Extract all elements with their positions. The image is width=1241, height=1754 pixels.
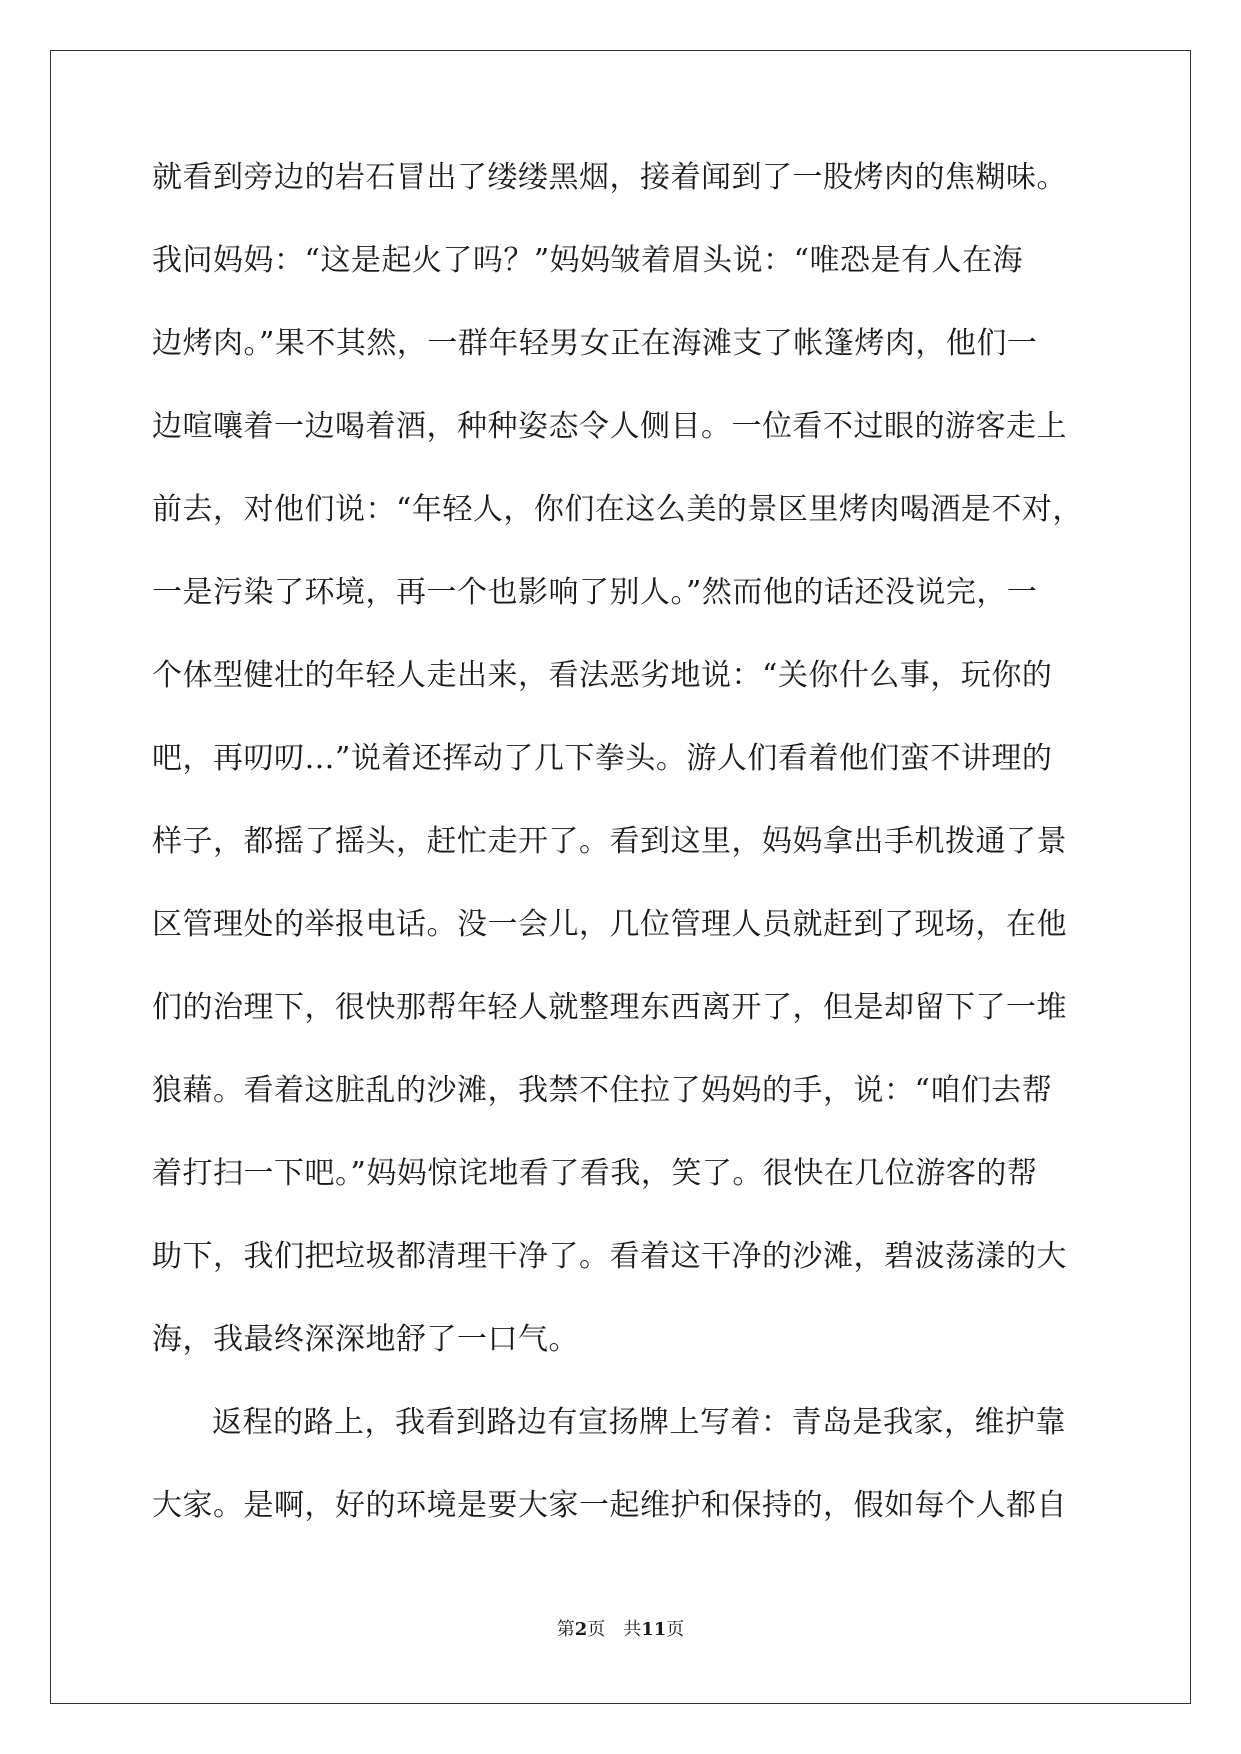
total-prefix: 共: [623, 1619, 642, 1640]
text-line: 着打扫一下吧。”妈妈惊诧地看了看我，笑了。很快在几位游客的帮: [152, 1156, 1038, 1191]
text-line: 们的治理下，很快那帮年轻人就整理东西离开了，但是却留下了一堆: [152, 990, 1067, 1025]
text-line: 前去，对他们说：“年轻人，你们在这么美的景区里烤肉喝酒是不对，: [152, 492, 1083, 527]
page-number: 2: [574, 1619, 588, 1640]
text-line: 样子，都摇了摇头，赶忙走开了。看到这里，妈妈拿出手机拨通了景: [152, 824, 1067, 859]
total-pages: 11: [641, 1619, 667, 1640]
text-line: 狼藉。看着这脏乱的沙滩，我禁不住拉了妈妈的手，说：“咱们去帮: [152, 1073, 1053, 1108]
text-line: 就看到旁边的岩石冒出了缕缕黑烟，接着闻到了一股烤肉的焦糊味。: [152, 160, 1067, 195]
text-line: 边喧嚷着一边喝着酒，种种姿态令人侧目。一位看不过眼的游客走上: [152, 409, 1067, 444]
text-line: 助下，我们把垃圾都清理干净了。看着这干净的沙滩，碧波荡漾的大: [152, 1239, 1067, 1274]
text-line: 吧，再叨叨…”说着还挥动了几下拳头。游人们看着他们蛮不讲理的: [152, 741, 1053, 776]
text-line: 海，我最终深深地舒了一口气。: [152, 1322, 579, 1357]
page-footer: [0, 1618, 1241, 1642]
text-line: 区管理处的举报电话。没一会儿，几位管理人员就赶到了现场，在他: [152, 907, 1067, 942]
page-suffix: 页: [587, 1619, 606, 1640]
text-line: 边烤肉。”果不其然，一群年轻男女正在海滩支了帐篷烤肉，他们一: [152, 326, 1038, 361]
document-body: [152, 158, 1092, 1569]
text-line: 一是污染了环境，再一个也影响了别人。”然而他的话还没说完，一: [152, 575, 1038, 610]
page-prefix: 第: [556, 1619, 575, 1640]
text-line: 返程的路上，我看到路边有宣扬牌上写着：青岛是我家，维护靠: [212, 1405, 1066, 1440]
text-line: 个体型健壮的年轻人走出来，看法恶劣地说：“关你什么事，玩你的: [152, 658, 1053, 693]
text-line: 大家。是啊，好的环境是要大家一起维护和保持的，假如每个人都自: [152, 1488, 1067, 1523]
total-suffix: 页: [666, 1619, 685, 1640]
text-line: 我问妈妈：“这是起火了吗？”妈妈皱着眉头说：“唯恐是有人在海: [152, 243, 1024, 278]
